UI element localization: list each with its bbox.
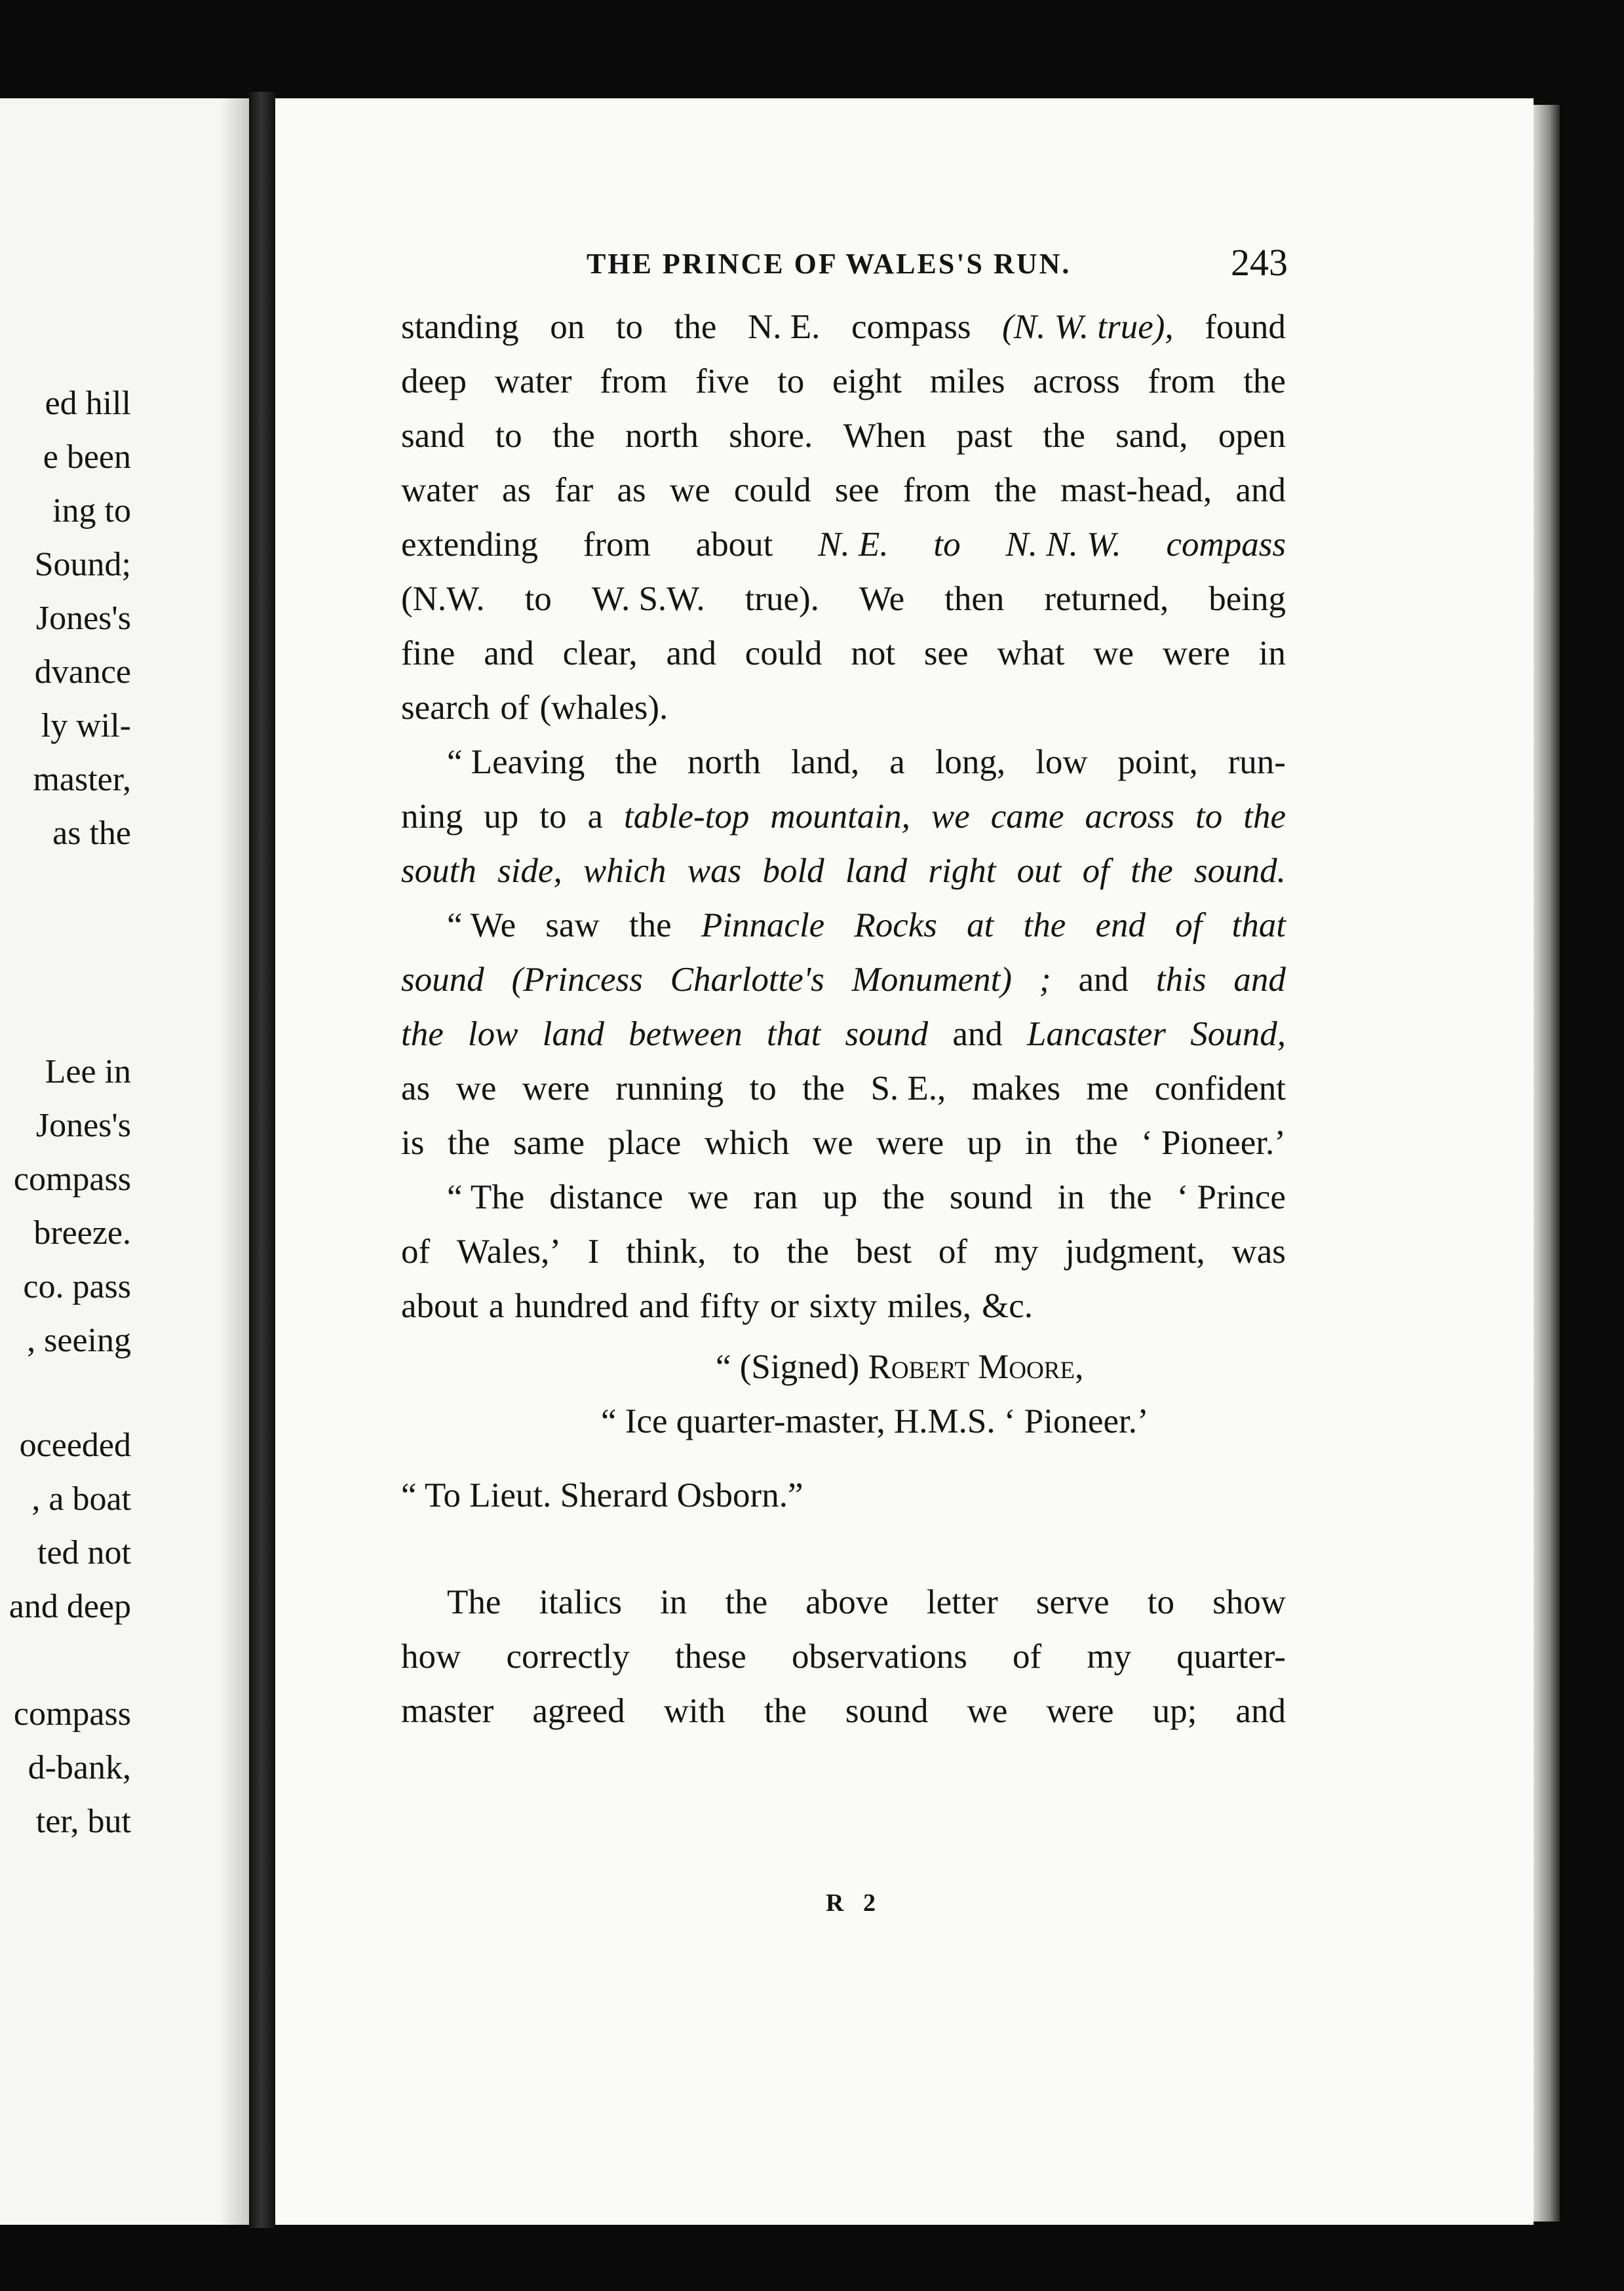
word: to (524, 580, 552, 618)
text-line (401, 1684, 1286, 1739)
word: not (851, 634, 896, 672)
word: italics (539, 1583, 623, 1621)
signature-block (401, 1340, 1286, 1523)
word: Pinnacle (701, 906, 825, 944)
word: my (994, 1233, 1039, 1271)
paragraph-3 (401, 898, 1286, 1170)
word: to (539, 798, 567, 836)
word: long, (935, 743, 1006, 781)
word: south (401, 852, 476, 890)
word: and (666, 634, 716, 672)
text-line (401, 463, 1286, 518)
word: about (401, 1287, 478, 1325)
signed-prefix: “ (Signed) (716, 1348, 860, 1386)
word: Lancaster (1027, 1015, 1167, 1053)
word: came (990, 798, 1064, 836)
word: The (447, 1583, 501, 1621)
word: from (600, 362, 668, 400)
word: as (501, 471, 532, 509)
word: sound (401, 961, 484, 999)
word: saw (545, 906, 600, 944)
word: run- (1228, 743, 1286, 781)
word: to (1195, 798, 1223, 836)
word: on (550, 308, 585, 346)
word: of (1082, 852, 1110, 890)
word: fine (401, 634, 455, 672)
word: miles, (887, 1287, 972, 1325)
word: that (1231, 906, 1286, 944)
word: see (834, 471, 880, 509)
word: hundred (514, 1287, 628, 1325)
word: the (447, 1124, 490, 1162)
text-line (401, 898, 1286, 953)
word: which (704, 1124, 790, 1162)
text-line (401, 953, 1286, 1007)
word: observations (791, 1638, 967, 1676)
word: to (777, 362, 805, 400)
word: to (495, 417, 522, 455)
word: up (822, 1178, 858, 1216)
word: true). (744, 580, 819, 618)
word: Wales,’ (456, 1233, 561, 1271)
word: sixty (809, 1287, 877, 1325)
text-line (401, 790, 1286, 844)
word: and (1235, 471, 1286, 509)
word: low (1035, 743, 1088, 781)
running-title: THE PRINCE OF WALES'S RUN. (587, 248, 1072, 280)
word: was (687, 852, 742, 890)
word: Charlotte's (670, 961, 824, 999)
word: we (455, 1069, 497, 1107)
word: my (1087, 1638, 1132, 1676)
word: being (1208, 580, 1286, 618)
book-gutter (249, 92, 275, 2228)
left-page-line: Sound; (34, 546, 131, 583)
word: to (933, 526, 961, 564)
word: S. E., (870, 1069, 946, 1107)
left-page-line: ly wil- (41, 707, 131, 744)
left-page-line: master, (33, 761, 131, 798)
addressee: “ To Lieut. Sherard Osborn.” (401, 1476, 803, 1514)
word: the (882, 1178, 925, 1216)
word: low (467, 1015, 518, 1053)
left-page-line: e been (43, 438, 131, 476)
page-header (308, 241, 1288, 286)
left-page-line: , seeing (27, 1322, 131, 1359)
word: the (1109, 1178, 1152, 1216)
left-page-line: ing to (52, 492, 131, 529)
word: shore. (729, 417, 813, 455)
word: the (1075, 1124, 1118, 1162)
word: was (1231, 1233, 1286, 1271)
word: in (1057, 1178, 1085, 1216)
word: judgment, (1065, 1233, 1205, 1271)
word: above (805, 1583, 889, 1621)
word: from (1148, 362, 1216, 400)
word: were (876, 1124, 944, 1162)
word: fifty (699, 1287, 760, 1325)
word: (Princess (511, 961, 643, 999)
word: land (845, 852, 908, 890)
word: side, (497, 852, 562, 890)
word: mountain, (770, 798, 910, 836)
word: place (608, 1124, 682, 1162)
word: in (660, 1583, 687, 1621)
word: think, (626, 1233, 706, 1271)
word: as (617, 471, 646, 509)
word: the (401, 1015, 444, 1053)
word: and (638, 1287, 689, 1325)
word: open (1218, 417, 1286, 455)
word: ; (1039, 961, 1051, 999)
left-page-line: , a boat (31, 1480, 131, 1518)
text-line (401, 1116, 1286, 1170)
page-number: 243 (1231, 241, 1288, 284)
word: the (1243, 362, 1286, 400)
word: the (1023, 906, 1066, 944)
text-line (401, 844, 1286, 898)
word: of (1175, 906, 1203, 944)
word: N. N. W. (1005, 526, 1121, 564)
word: water (401, 471, 478, 509)
word: the (994, 471, 1037, 509)
left-page-line: co. pass (23, 1268, 131, 1305)
word: the (615, 743, 658, 781)
left-page-line: and deep (9, 1588, 131, 1625)
paragraph-1 (401, 300, 1286, 735)
word: to (749, 1069, 777, 1107)
word: what (997, 634, 1065, 672)
paragraph-4 (401, 1170, 1286, 1334)
word: the (628, 906, 672, 944)
word: the (1243, 798, 1286, 836)
left-page-line: Lee in (45, 1053, 131, 1090)
word: mast-head, (1060, 471, 1212, 509)
word: across (1085, 798, 1174, 836)
word: about (695, 526, 773, 564)
word: standing (401, 308, 519, 346)
word: serve (1035, 1583, 1110, 1621)
word: we (931, 798, 970, 836)
left-page-line: Jones's (35, 1107, 131, 1144)
word: deep (401, 362, 467, 400)
paragraph-2 (401, 735, 1286, 898)
word: sound (950, 1178, 1033, 1216)
word: sound (845, 1692, 929, 1730)
text-line (401, 518, 1286, 572)
text-line (401, 355, 1286, 409)
left-page-line: as the (52, 815, 131, 852)
signature-line (401, 1340, 1286, 1395)
word: sand (401, 417, 465, 455)
text-line (401, 1225, 1286, 1279)
word: to (615, 308, 644, 346)
word: returned, (1044, 580, 1169, 618)
word: from (902, 471, 971, 509)
word: ‘ Pioneer.’ (1141, 1124, 1286, 1162)
text-line (401, 1170, 1286, 1225)
word: far (554, 471, 594, 509)
signer-title: “ Ice quarter-master, H.M.S. ‘ Pioneer.’ (601, 1402, 1149, 1440)
text-line (401, 409, 1286, 463)
word: could (733, 471, 811, 509)
word: water (494, 362, 572, 400)
word: end (1095, 906, 1146, 944)
text-line (401, 572, 1286, 626)
word: could (744, 634, 822, 672)
word: of (1013, 1638, 1042, 1676)
text-line (401, 1279, 1286, 1334)
word: When (843, 417, 927, 455)
word: sound. (1194, 852, 1286, 890)
word: a (587, 798, 603, 836)
left-page-line: Jones's (35, 600, 131, 637)
word: point, (1117, 743, 1198, 781)
word: right (928, 852, 996, 890)
word: we (687, 1178, 729, 1216)
text-line (401, 300, 1286, 355)
word: makes (971, 1069, 1061, 1107)
word: correctly (506, 1638, 630, 1676)
word: of (938, 1233, 967, 1271)
word: to (733, 1233, 760, 1271)
left-page-line: breeze. (33, 1214, 131, 1252)
word: N. E. (747, 308, 821, 346)
word: the (552, 417, 595, 455)
page-fold-shadow (220, 98, 249, 2225)
word: best (855, 1233, 912, 1271)
word: across (1033, 362, 1120, 400)
word: between (628, 1015, 743, 1053)
word: and (1235, 1692, 1286, 1730)
word: we (812, 1124, 853, 1162)
word: a (488, 1287, 505, 1325)
word: in (1258, 634, 1286, 672)
word: quarter- (1176, 1638, 1286, 1676)
left-page-line: oceeded (19, 1427, 131, 1464)
word: we (967, 1692, 1008, 1730)
word: the (786, 1233, 829, 1271)
text-line (401, 1062, 1286, 1116)
word: eight (832, 362, 902, 400)
word: same (513, 1124, 585, 1162)
word: search (401, 689, 490, 727)
word: Rocks (854, 906, 937, 944)
word: compass (1166, 526, 1286, 564)
word: extending (401, 526, 538, 564)
signer-name: Robert Moore, (868, 1348, 1084, 1386)
word: bold (762, 852, 824, 890)
word: were (1046, 1692, 1114, 1730)
left-page-line: ter, but (35, 1803, 131, 1840)
word: sound (845, 1015, 929, 1053)
word: in (1025, 1124, 1053, 1162)
text-line (401, 1630, 1286, 1684)
word: the (674, 308, 717, 346)
left-page-line: ted not (37, 1534, 131, 1571)
word: with (663, 1692, 725, 1730)
word: the (1043, 417, 1085, 455)
word: distance (549, 1178, 663, 1216)
word: these (674, 1638, 746, 1676)
text-line (401, 681, 1286, 735)
word: of (500, 689, 530, 727)
word: miles (929, 362, 1005, 400)
word: running (615, 1069, 724, 1107)
word: and (952, 1015, 1003, 1053)
word: clear, (562, 634, 638, 672)
body-text (401, 300, 1286, 1739)
left-page-line: compass (13, 1161, 131, 1198)
word: (N.W. (401, 580, 485, 618)
word: and (484, 634, 534, 672)
word: then (944, 580, 1005, 618)
word: ran (753, 1178, 798, 1216)
word: (N. W. true), (1002, 308, 1174, 346)
word: “ Leaving (447, 743, 585, 781)
word: the (725, 1583, 768, 1621)
word: &c. (982, 1287, 1034, 1325)
word: as (401, 1069, 431, 1107)
word: north (687, 743, 761, 781)
word: N. E. (818, 526, 889, 564)
word: five (695, 362, 750, 400)
text-line (401, 626, 1286, 681)
word: ning (401, 798, 463, 836)
word: out (1016, 852, 1062, 890)
left-page-line: d-bank, (28, 1749, 131, 1786)
word: table-top (624, 798, 750, 836)
word: Sound, (1190, 1015, 1286, 1053)
paragraph-5 (401, 1575, 1286, 1739)
word: the (1131, 852, 1173, 890)
word: at (967, 906, 994, 944)
word: land (542, 1015, 604, 1053)
word: I (587, 1233, 600, 1271)
word: confident (1154, 1069, 1286, 1107)
word: W. S.W. (591, 580, 705, 618)
word: Monument) (851, 961, 1013, 999)
left-page-line: compass (13, 1695, 131, 1733)
word: found (1205, 308, 1286, 346)
word: how (401, 1638, 461, 1676)
word: ‘ Prince (1176, 1178, 1286, 1216)
word: land, (790, 743, 860, 781)
word: a (889, 743, 905, 781)
left-page-line: ed hill (45, 385, 131, 422)
word: (whales). (539, 689, 668, 727)
signature-mark: R 2 (826, 1889, 882, 1917)
word: and (1078, 961, 1129, 999)
word: were (1162, 634, 1230, 672)
word: north (625, 417, 699, 455)
word: show (1212, 1583, 1286, 1621)
word: is (401, 1124, 425, 1162)
word: we (669, 471, 710, 509)
word: agreed (532, 1692, 625, 1730)
word: letter (926, 1583, 998, 1621)
word: up (967, 1124, 1002, 1162)
page-edge (1534, 105, 1560, 2222)
word: up (484, 798, 519, 836)
word: this (1155, 961, 1207, 999)
word: we (1093, 634, 1134, 672)
word: of (401, 1233, 431, 1271)
word: which (583, 852, 667, 890)
word: the (764, 1692, 807, 1730)
word: “ The (447, 1178, 525, 1216)
word: master (401, 1692, 494, 1730)
word: that (766, 1015, 821, 1053)
word: or (769, 1287, 799, 1325)
word: and (1233, 961, 1286, 999)
text-line (401, 1007, 1286, 1062)
word: see (923, 634, 969, 672)
word: “ We (447, 906, 516, 944)
text-line (401, 735, 1286, 790)
text-line (401, 1575, 1286, 1630)
word: me (1086, 1069, 1129, 1107)
word: the (802, 1069, 845, 1107)
left-page-line: dvance (34, 653, 131, 691)
word: were (522, 1069, 590, 1107)
word: past (956, 417, 1013, 455)
word: up; (1152, 1692, 1197, 1730)
word: compass (851, 308, 971, 346)
word: to (1147, 1583, 1175, 1621)
word: sand, (1115, 417, 1188, 455)
word: We (859, 580, 905, 618)
word: from (583, 526, 651, 564)
